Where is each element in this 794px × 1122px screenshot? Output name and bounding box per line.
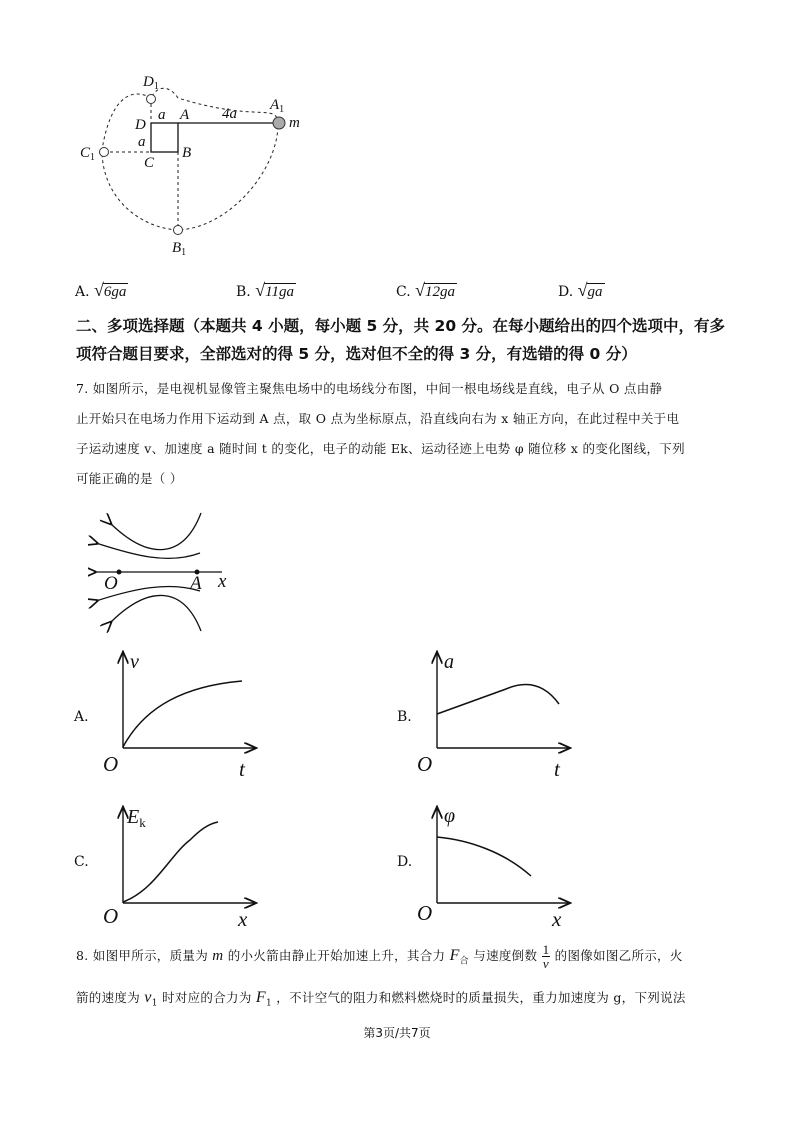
label-a1: $A_1$ (270, 97, 285, 115)
section-heading-line2: 项符合题目要求，全部选对的得 5 分，选对但不全的得 3 分，有选错的得 0 分） (76, 345, 637, 363)
curve-ek (123, 822, 218, 902)
label-c1: $C_1$ (80, 145, 96, 163)
axis-label-x: x (238, 907, 248, 930)
axis-label-x: t (239, 757, 245, 781)
point-c1 (100, 148, 109, 157)
axis-label-y: $E_k$ (127, 806, 146, 830)
label-d: D (135, 117, 146, 133)
label-b1: $B_1$ (172, 240, 187, 258)
axis-label-y: v (130, 651, 139, 673)
option-radicand: 12ga (425, 284, 456, 300)
graph-a (100, 648, 270, 783)
q6-option-b: B. √11ga (236, 280, 294, 300)
axis-label-y: φ (444, 805, 456, 827)
q6-figure (70, 68, 330, 268)
page-number: 第3页/共7页 (363, 1026, 431, 1040)
label-a-top: a (158, 107, 166, 123)
axis-label-x: x (552, 907, 562, 930)
field-line-top-inner (96, 543, 200, 558)
origin-label: O (103, 752, 119, 776)
label-a-left: a (138, 134, 146, 150)
q8-line2: 箭的速度为 $v_1$ 时对应的合力为 $F_1$ ，不计空气的阻力和燃料燃烧时的质量损失，重力加速度为 g，下列说法 (76, 989, 686, 1009)
q6-option-a: A. √6ga (75, 280, 127, 300)
field-line-bottom-outer (110, 595, 201, 631)
label-x: x (218, 571, 227, 592)
q7-line3: 子运动速度 v、加速度 a 随时间 t 的变化，电子的动能 Ek、运动径迹上电势 φ 随位移 x 的变化图线，下列 (76, 441, 685, 456)
label-c: C (144, 155, 155, 171)
q6-option-c: C. √12ga (396, 280, 456, 300)
axis-label-y: a (444, 651, 454, 673)
q7-text (76, 374, 736, 494)
q7-field-figure (88, 505, 248, 640)
point-b1 (174, 226, 183, 235)
ball-m (273, 117, 285, 129)
option-radicand: ga (587, 284, 603, 300)
origin-label: O (417, 901, 433, 925)
label-a: A (190, 573, 202, 594)
section-heading (76, 312, 736, 368)
q7-line1: 7. 如图所示，是电视机显像管主聚焦电场中的电场线分布图，中间一根电场线是直线，电子从 O 点由静 (76, 381, 663, 396)
graph-c-letter: C. (74, 854, 89, 870)
option-radicand: 11ga (265, 284, 294, 300)
origin-label: O (103, 904, 119, 928)
q6-option-d: D. √ga (558, 280, 603, 300)
option-radicand: 6ga (103, 284, 127, 300)
section-heading-line1: 二、多项选择题（本题共 4 小题，每小题 5 分，共 20 分。在每小题给出的四个选项中，有多 (76, 317, 726, 335)
option-letter: B. (236, 284, 251, 300)
fraction-1-over-v: $\frac{1}{v}$ (542, 942, 550, 971)
q7-line2: 止开始只在电场力作用下运动到 A 点，取 O 点为坐标原点，沿直线向右为 x 轴正方向，在此过程中关于电 (76, 411, 680, 426)
graph-b (414, 648, 584, 783)
origin-label: O (417, 752, 433, 776)
q7-line4: 可能正确的是（ ） (76, 471, 183, 486)
axis-label-x: t (554, 757, 560, 781)
field-line-top-outer (110, 513, 201, 550)
label-a: A (180, 107, 190, 123)
curve-v (123, 681, 242, 747)
label-4a: 4a (222, 106, 237, 122)
graph-b-letter: B. (397, 709, 412, 725)
point-d1 (147, 95, 156, 104)
option-letter: C. (396, 284, 411, 300)
graph-a-letter: A. (74, 709, 89, 725)
option-letter: D. (558, 284, 574, 300)
option-letter: A. (75, 284, 90, 300)
label-o: O (104, 573, 118, 594)
graph-c (100, 800, 270, 930)
curve-a (437, 684, 559, 714)
graph-d (414, 800, 584, 930)
curve-phi (437, 837, 531, 876)
graph-d-letter: D. (397, 854, 413, 870)
label-d1: $D_1$ (143, 74, 159, 92)
label-m: m (289, 115, 300, 131)
square-abcd (151, 123, 178, 152)
q8-line1: 8. 如图甲所示，质量为 m 的小火箭由静止开始加速上升，其合力 $F_合$ 与速度倒数 $\frac{1}{v}$ 的图像如图乙所示，火 (76, 942, 683, 971)
label-b: B (182, 145, 192, 161)
